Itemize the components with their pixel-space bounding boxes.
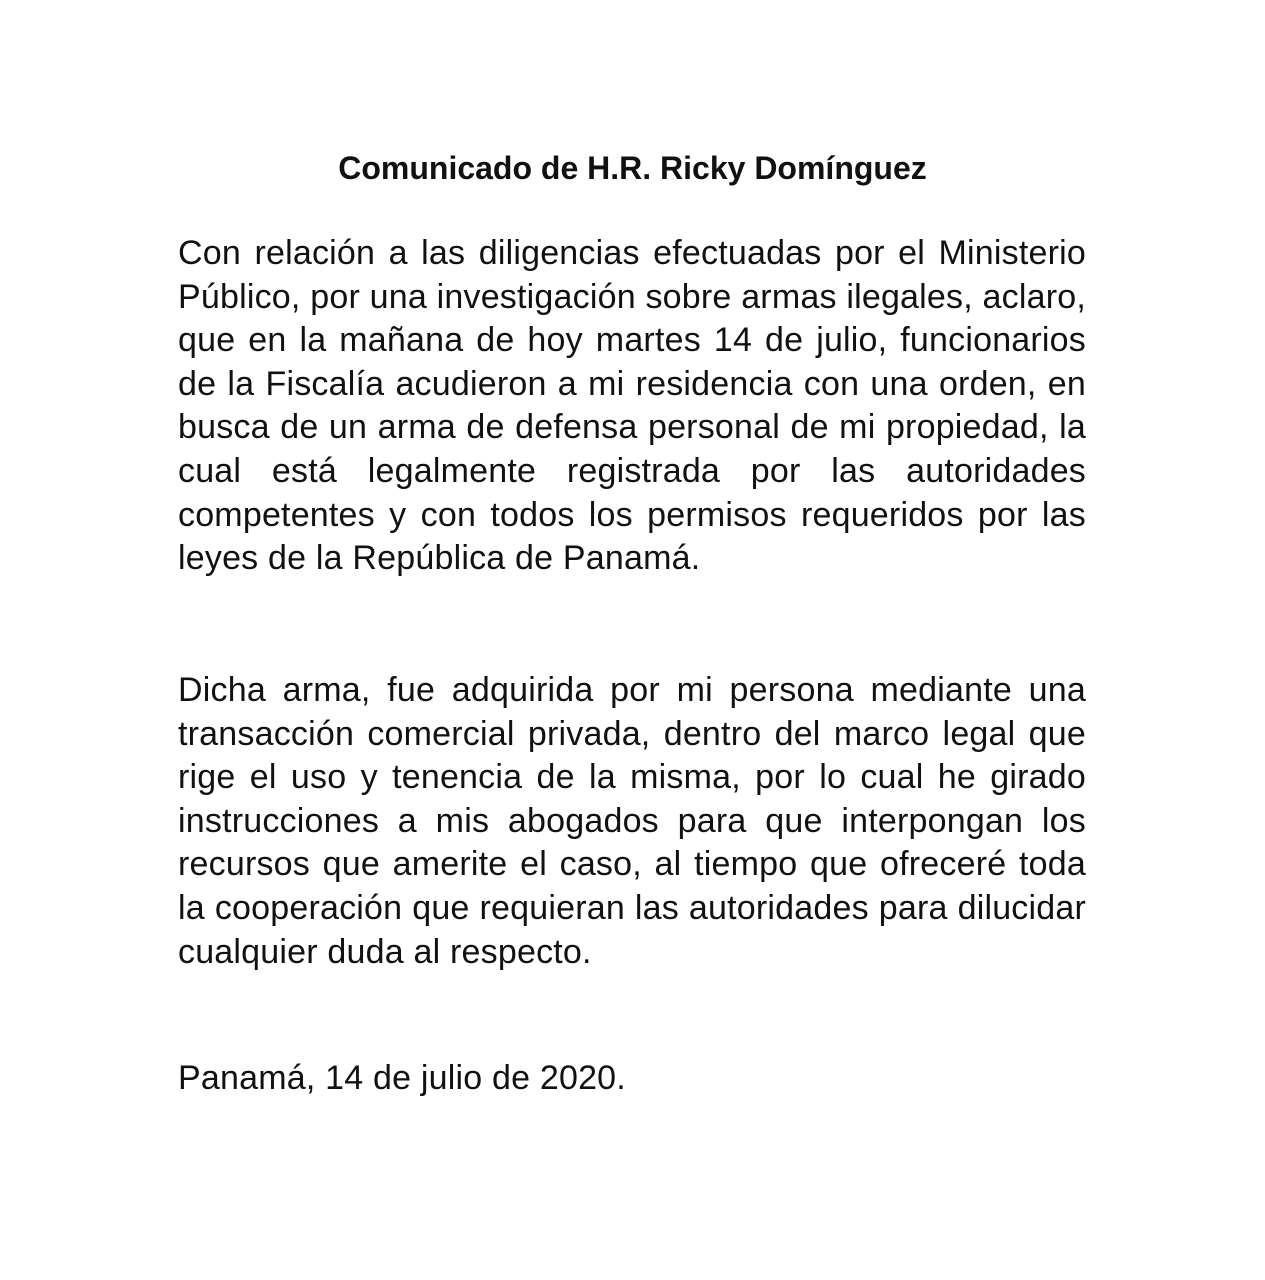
- document-title: Comunicado de H.R. Ricky Domínguez: [338, 150, 927, 186]
- paragraph-2: Dicha arma, fue adquirida por mi persona mediante una transacción comercial privada, dentro del marco legal que rige el uso y tenencia de la misma, por lo cual he girado instrucciones a mis abogados para que interpongan los recursos que amerite el caso, al tiempo que ofreceré toda la cooperación que requieran las autoridades para dilucidar cualquier duda al respecto.: [178, 671, 1086, 971]
- closing-date-line: Panamá, 14 de julio de 2020.: [178, 1059, 626, 1097]
- paragraph-1: Con relación a las diligencias efectuadas por el Ministerio Público, por una investigación sobre armas ilegales, aclaro, que en la mañana de hoy martes 14 de julio, funcionarios de la Fiscalía acudieron a mi residencia con una orden, en busca de un arma de defensa personal de mi propiedad, la cual está legalmente registrada por las autoridades competentes y con todos los permisos requeridos por las leyes de la República de Panamá.: [178, 234, 1086, 578]
